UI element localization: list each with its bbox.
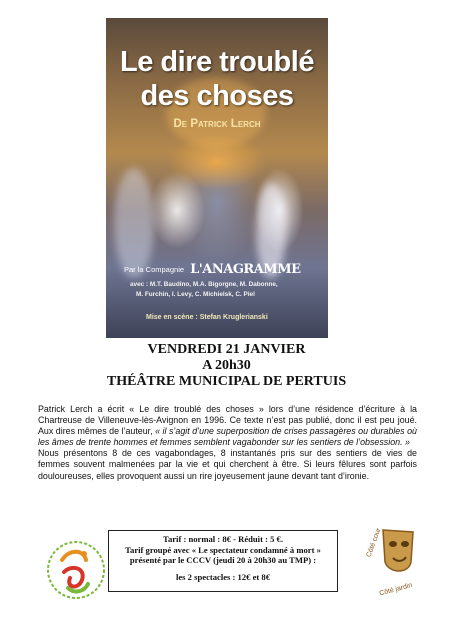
svg-text:Côté cour: Côté cour [365,527,383,559]
play-description [38,404,417,482]
swirl-logo-icon [40,530,112,622]
poster-cast [130,280,320,300]
poster-cast-line2: M. Furchin, I. Levy, C. Michielsk, C. Piel [136,291,255,298]
poster-title-line1: Le dire troublé [120,46,314,78]
event-date: VENDREDI 21 JANVIER [147,342,306,357]
event-venue: THÉÂTRE MUNICIPAL DE PERTUIS [106,374,347,389]
poster-title-line2: des choses [140,80,294,112]
poster-company [124,262,301,277]
pricing-bundle: les 2 spectacles : 12€ et 8€ [175,571,271,582]
description-quote: « il s’agit d’une superposition de crises passagères ou durables où les âmes de trente hommes et femmes semblent vagabonder sur les sentiers de l’obsession. » [38,426,417,448]
poster-author: De Patrick Lerch [173,118,261,130]
poster-staging: Mise en scène : Stefan Kruglerianski [146,314,268,321]
play-poster [106,18,328,338]
pricing-group: Tarif groupé avec « Le spectateur condamné à mort » [125,544,321,555]
pricing-standard: Tarif : normal : 8€ - Réduit : 5 €. [163,534,283,544]
organizer-logo-left [40,530,112,622]
cote-cour-cote-jardin-logo [363,520,423,600]
poster-company-name: L'ANAGRAMME [190,262,301,277]
svg-text:Côté jardin: Côté jardin [378,581,414,598]
description-part1: Patrick Lerch a écrit « Le dire troublé des choses » lors d’une résidence d’écriture à la Chartreuse de Villeneuve-lès-Avignon en 1996. Ce texte n’est pas publié, donc il est peu joué. Aux dires mêmes de l’auteur, [38,404,417,437]
description-part2: Nous présentons 8 de ces vagabondages, 8 instantanés pris sur des sentiers de vies de femmes souvent malmenées par la vie et qui cherchent à être. Si leurs fêlures sont parfois douloureuses, elles provoquent aussi un rire joyeusement jaune devant tant d’ironie. [38,448,417,481]
pricing-group-detail: présenté par le CCCV (jeudi 20 à 20h30 au TMP) : [129,555,317,566]
theatre-mask-icon [363,520,423,600]
poster-cast-line1: avec : M.T. Baudino, M.A. Bigorgne, M. Dabonne, [130,281,278,288]
event-time: A 20h30 [202,358,251,373]
poster-company-label: Par la Compagnie [124,265,185,274]
pricing-box [108,530,338,592]
